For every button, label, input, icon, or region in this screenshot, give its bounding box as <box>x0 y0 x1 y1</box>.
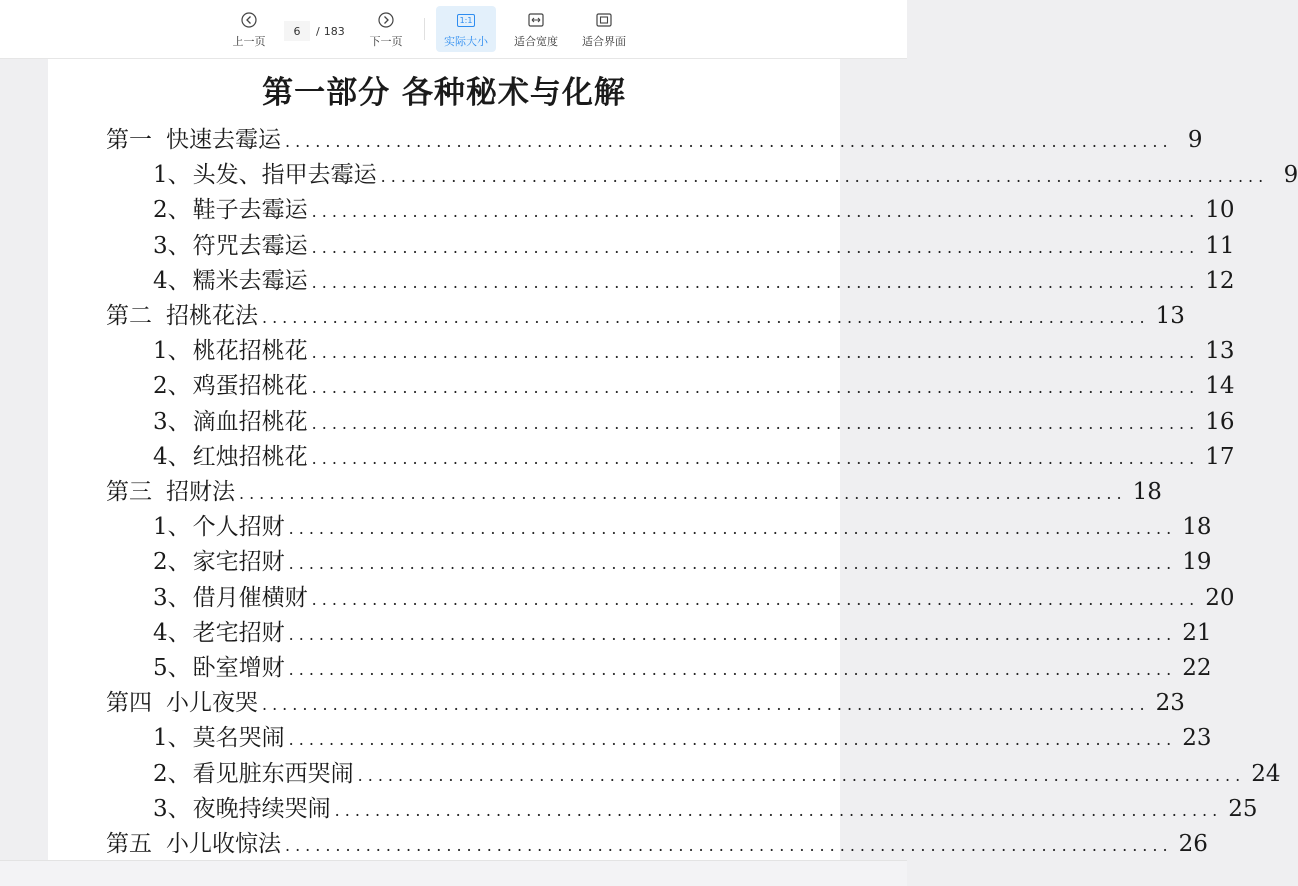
toc-entry-page: 20 <box>1205 584 1235 611</box>
toc-entry[interactable] <box>153 262 1235 294</box>
toc-entry-number: 2、 <box>153 373 191 400</box>
toc-entry[interactable] <box>106 297 1185 329</box>
toc-entry-number: 2、 <box>153 760 191 787</box>
toc-entry-title: 鞋子去霉运 <box>192 197 308 224</box>
toc-entry-page: 12 <box>1205 267 1235 294</box>
toc-leader-dots: ........................................................................................ <box>288 554 1177 574</box>
toc-entry-page: 13 <box>1205 338 1235 365</box>
toc-leader-dots: ........................................................................................ <box>239 484 1127 503</box>
actual-size-icon: 1:1 <box>457 9 476 31</box>
toc-leader-dots: ........................................................................................ <box>311 343 1200 363</box>
toc-entry-title: 快速去霉运 <box>166 127 281 153</box>
toc-entry-page: 26 <box>1178 831 1208 857</box>
toc-entry[interactable] <box>153 755 1281 787</box>
toc-entry-number: 1、 <box>153 162 191 189</box>
toc-entry-title: 莫名哭闹 <box>192 725 285 752</box>
toc-entry-page: 19 <box>1182 549 1212 576</box>
toc-entry[interactable] <box>153 403 1235 435</box>
toc-entry-title: 头发、指甲去霉运 <box>192 162 377 189</box>
prev-page-label: 上一页 <box>232 35 266 48</box>
toc-entry[interactable] <box>153 191 1235 224</box>
toc-leader-dots: ........................................................................................ <box>262 308 1150 327</box>
toc-leader-dots: ........................................................................................ <box>334 800 1223 820</box>
toc-entry[interactable] <box>153 790 1258 822</box>
toc-entry-title: 小儿收惊法 <box>166 831 281 857</box>
next-page-button[interactable] <box>365 6 407 52</box>
toc-entry-title: 招桃花法 <box>166 303 258 329</box>
toc-entry-title: 个人招财 <box>192 514 285 541</box>
toc-leader-dots: ........................................................................................ <box>285 836 1173 855</box>
toc-leader-dots: ........................................................................................ <box>285 132 1173 151</box>
fit-page-label: 适合界面 <box>582 35 626 48</box>
toc-entry-page: 14 <box>1205 373 1235 400</box>
toc-entry-page: 24 <box>1251 760 1281 787</box>
toc-entry-page: 18 <box>1182 514 1212 541</box>
toc-entry-title: 老宅招财 <box>192 619 285 646</box>
toc-entry-page: 21 <box>1182 619 1212 646</box>
toc-entry-number: 3、 <box>153 408 191 435</box>
toc-entry-title: 招财法 <box>166 479 235 505</box>
toc-leader-dots: ........................................................................................ <box>380 167 1269 187</box>
toc-entry-number: 1、 <box>153 725 191 752</box>
toc-leader-dots: ........................................................................................ <box>288 660 1177 679</box>
toc-entry-number: 第三 <box>106 479 152 505</box>
toc-entry-number: 1、 <box>153 514 191 541</box>
toc-entry-title: 家宅招财 <box>192 549 285 576</box>
toc-entry[interactable] <box>153 543 1212 576</box>
page-total: 183 <box>323 24 345 38</box>
document-page <box>48 59 1298 860</box>
toc-entry[interactable] <box>106 121 1203 153</box>
toc-entry[interactable] <box>153 508 1212 541</box>
toc-entry-page: 11 <box>1205 232 1235 259</box>
toc-entry-number: 3、 <box>153 584 191 611</box>
toc-entry[interactable] <box>153 649 1212 681</box>
toc-entry-page: 23 <box>1182 725 1212 752</box>
toc-entry-number: 4、 <box>153 443 191 470</box>
toc-entry-title: 桃花招桃花 <box>192 338 308 365</box>
toc-entry[interactable] <box>153 332 1235 365</box>
toc-entry-number: 第一 <box>106 127 152 153</box>
toc-entry-title: 红烛招桃花 <box>192 443 308 470</box>
toc-leader-dots: ........................................................................................ <box>311 237 1200 257</box>
toc-entry-number: 5、 <box>153 655 191 681</box>
toc-entry-title: 小儿夜哭 <box>166 690 258 717</box>
toc-entry[interactable] <box>106 825 1208 857</box>
toc-entry-title: 夜晚持续哭闹 <box>192 795 331 822</box>
toc-entry-number: 第五 <box>106 831 152 857</box>
fit-width-icon <box>528 9 544 31</box>
toc-entry[interactable] <box>153 579 1235 611</box>
toc-entry-page: 9 <box>1283 162 1298 189</box>
toc-entry-page: 13 <box>1155 303 1185 329</box>
toc-entry[interactable] <box>106 684 1185 717</box>
fit-page-icon <box>596 9 612 31</box>
toc-entry-number: 4、 <box>153 267 191 294</box>
page-indicator <box>284 20 350 42</box>
fit-page-button[interactable] <box>577 6 631 52</box>
toc-leader-dots: ........................................................................................ <box>262 695 1150 715</box>
toc-entry[interactable] <box>153 438 1235 470</box>
toc-entry-page: 25 <box>1228 795 1258 822</box>
toc-entry-page: 9 <box>1187 127 1203 153</box>
toc-entry-title: 符咒去霉运 <box>192 232 308 259</box>
toc-leader-dots: ........................................................................................ <box>311 413 1200 433</box>
toc-entry-number: 2、 <box>153 549 191 576</box>
toc-entry-number: 3、 <box>153 232 191 259</box>
toc-leader-dots: ........................................................................................ <box>288 730 1177 750</box>
toc-leader-dots: ........................................................................................ <box>311 272 1200 292</box>
fit-width-label: 适合宽度 <box>514 35 558 48</box>
toc-entry[interactable] <box>106 473 1162 505</box>
prev-page-button[interactable] <box>228 6 270 52</box>
toc-entry[interactable] <box>153 156 1298 189</box>
toc-entry-title: 看见脏东西哭闹 <box>192 760 354 787</box>
toc-entry-title: 鸡蛋招桃花 <box>192 373 308 400</box>
fit-width-button[interactable] <box>509 6 563 52</box>
toc-entry-page: 16 <box>1205 408 1235 435</box>
toc-leader-dots: ........................................................................................ <box>311 378 1200 398</box>
actual-size-label: 实际大小 <box>444 35 488 48</box>
toc-entry-page: 10 <box>1205 197 1235 224</box>
toc-entry-title: 滴血招桃花 <box>192 408 308 435</box>
chevron-right-icon <box>378 9 394 31</box>
page-separator: / <box>316 24 320 38</box>
toolbar-divider <box>424 18 425 40</box>
toc-leader-dots: ........................................................................................ <box>288 624 1177 644</box>
toc-leader-dots: ........................................................................................ <box>311 448 1200 468</box>
toc-entry[interactable] <box>153 227 1235 259</box>
toc-leader-dots: ........................................................................................ <box>311 202 1200 222</box>
document-viewer[interactable] <box>0 59 1298 860</box>
chevron-left-icon <box>241 9 257 31</box>
toc-entry-page: 18 <box>1132 479 1162 505</box>
page-number-input[interactable] <box>284 21 310 41</box>
toc-entry-number: 2、 <box>153 197 191 224</box>
toc-entry-number: 1、 <box>153 338 191 365</box>
page-title: 第一部分 各种秘术与化解 <box>262 75 626 111</box>
toc-entry-title: 糯米去霉运 <box>192 267 308 294</box>
viewer-toolbar <box>0 0 907 59</box>
toc-entry[interactable] <box>153 719 1212 752</box>
bottom-bar <box>0 860 907 886</box>
actual-size-button[interactable] <box>436 6 496 52</box>
toc-entry-number: 3、 <box>153 795 191 822</box>
toc-leader-dots: ........................................................................................ <box>288 519 1177 539</box>
toc-entry-page: 17 <box>1205 443 1235 470</box>
next-page-label: 下一页 <box>369 35 403 48</box>
toc-entry-number: 第四 <box>106 690 152 717</box>
toc-entry-number: 4、 <box>153 619 191 646</box>
toc-entry[interactable] <box>153 367 1235 400</box>
toc-entry-page: 22 <box>1182 655 1212 681</box>
toc-entry-number: 第二 <box>106 303 152 329</box>
toc-entry[interactable] <box>153 614 1212 646</box>
toc-entry-title: 卧室增财 <box>192 655 285 681</box>
toc-entry-title: 借月催横财 <box>192 584 308 611</box>
toc-entry-page: 23 <box>1155 690 1185 717</box>
toc-leader-dots: ........................................................................................ <box>311 589 1200 609</box>
toc-leader-dots: ........................................................................................ <box>357 765 1246 785</box>
